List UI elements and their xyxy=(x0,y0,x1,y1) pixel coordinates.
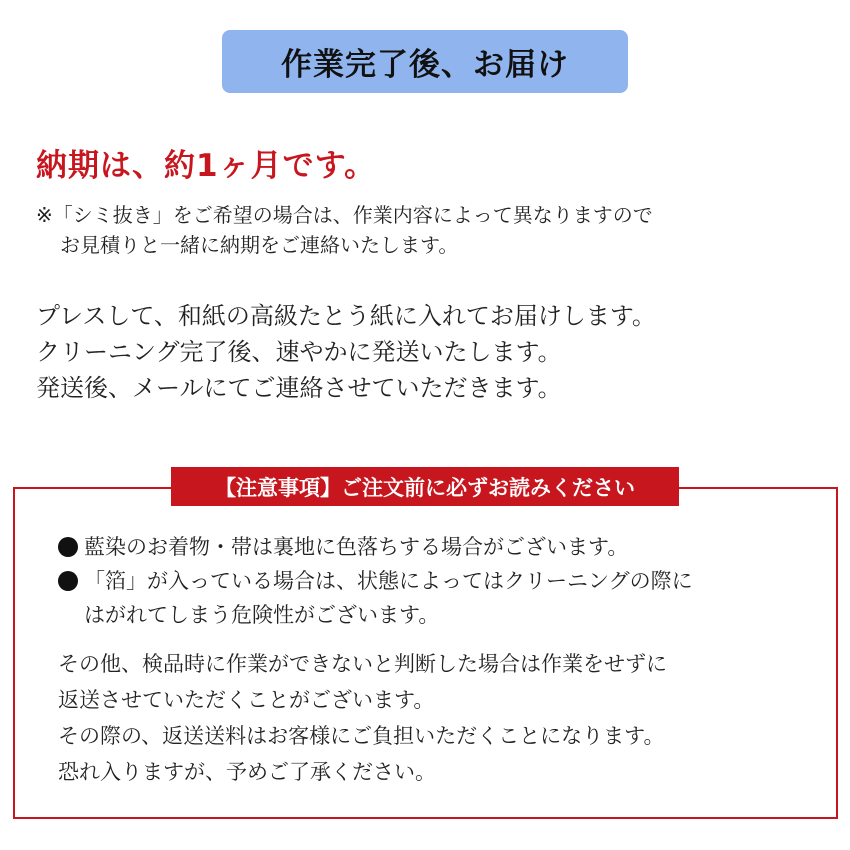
bullet-icon xyxy=(58,537,78,557)
closing-line-2: 返送させていただくことがございます。 xyxy=(58,688,435,712)
bullet-text-2: 「箔」が入っている場合は、状態によってはクリーニングの際に xyxy=(84,569,693,593)
closing-line-1: その他、検品時に作業ができないと判断した場合は作業をせずに xyxy=(58,652,667,676)
note-line-2: お見積りと一緒に納期をご連絡いたします。 xyxy=(60,233,459,257)
caution-bullet-item xyxy=(58,530,693,564)
closing-line-4: 恐れ入りますが、予めご了承ください。 xyxy=(58,760,436,784)
page-title: 作業完了後、お届け xyxy=(222,30,628,93)
note-line-1: ※「シミ抜き」をご希望の場合は、作業内容によって異なりますので xyxy=(36,203,653,227)
delivery-period-heading: 納期は、約1ヶ月です。 xyxy=(36,148,377,184)
bullet-text-1: 藍染のお着物・帯は裏地に色落ちする場合がございます。 xyxy=(84,535,629,559)
stain-removal-note xyxy=(36,200,653,260)
caution-bullet-list xyxy=(58,530,693,632)
caution-closing-text xyxy=(58,646,667,790)
delivery-description xyxy=(36,298,656,406)
description-line-3: 発送後、メールにてご連絡させていただきます。 xyxy=(36,374,562,402)
caution-bullet-item xyxy=(58,564,693,598)
description-line-1: プレスして、和紙の高級たとう紙に入れてお届けします。 xyxy=(36,302,656,330)
closing-line-3: その際の、返送送料はお客様にご負担いただくことになります。 xyxy=(58,724,665,748)
bullet-text-2-continued: はがれてしまう危険性がございます。 xyxy=(84,603,440,627)
description-line-2: クリーニング完了後、速やかに発送いたします。 xyxy=(36,338,562,366)
bullet-icon xyxy=(58,571,78,591)
caution-label: 【注意事項】ご注文前に必ずお読みください xyxy=(171,467,679,506)
